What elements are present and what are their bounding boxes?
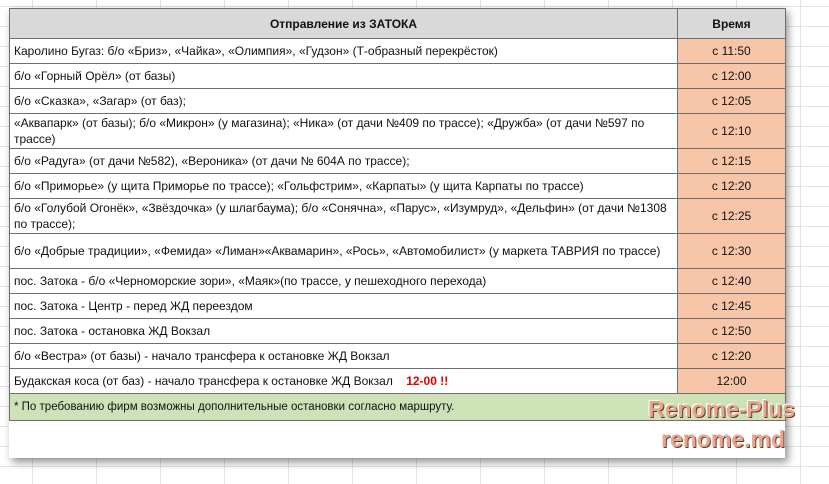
time-cell: с 12:30 <box>678 234 786 269</box>
table-row <box>10 39 786 64</box>
stop-cell: б/о «Приморье» (у щита Приморье по трассе); «Гольфстрим», «Карпаты» (у щита Карпаты по трассе) <box>10 174 678 199</box>
stop-cell: «Аквапарк» (от базы); б/о «Микрон» (у магазина); «Ника» (от дачи №409 по трассе); «Дружба» (от дачи №597 по трассе) <box>10 114 678 149</box>
highlight-time: 12-00 !! <box>406 374 449 388</box>
table-row <box>10 269 786 294</box>
header-row <box>10 9 786 39</box>
stop-cell: Каролино Бугаз: б/о «Бриз», «Чайка», «Олимпия», «Гудзон» (Т-образный перекрёсток) <box>10 39 678 64</box>
table-row <box>10 294 786 319</box>
watermark-brand: Renome-Plus <box>648 396 795 422</box>
note-cell: * По требованию фирм возможны дополнительные остановки согласно маршруту. <box>10 394 786 421</box>
table-row <box>10 369 786 394</box>
table-row <box>10 234 786 269</box>
schedule-table-container <box>9 8 785 458</box>
table-row <box>10 64 786 89</box>
time-cell: с 12:20 <box>678 174 786 199</box>
stop-cell: пос. Затока - Центр - перед ЖД переездом <box>10 294 678 319</box>
time-cell: с 12:45 <box>678 294 786 319</box>
stop-cell: б/о «Радуга» (от дачи №582), «Вероника» (от дачи № 604А по трассе); <box>10 149 678 174</box>
table-row <box>10 174 786 199</box>
stop-cell: пос. Затока - б/о «Черноморские зори», «Маяк»(по трассе, у пешеходного перехода) <box>10 269 678 294</box>
time-cell: с 12:05 <box>678 89 786 114</box>
header-time: Время <box>678 9 786 39</box>
table-row <box>10 199 786 234</box>
stop-text: Будакская коса (от баз) - начало трансфера к остановке ЖД Вокзал <box>14 374 393 388</box>
schedule-table <box>9 8 786 421</box>
time-cell: 12:00 <box>678 369 786 394</box>
table-row <box>10 319 786 344</box>
stop-cell: б/о «Голубой Огонёк», «Звёздочка» (у шлагбаума); б/о «Сонячна», «Парус», «Изумруд», «Дельфин» (от дачи №1308 по трассе); <box>10 199 678 234</box>
stop-cell <box>10 369 678 394</box>
stop-cell: пос. Затока - остановка ЖД Вокзал <box>10 319 678 344</box>
stop-cell: б/о «Сказка», «Загар» (от баз); <box>10 89 678 114</box>
table-row <box>10 149 786 174</box>
time-cell: с 12:10 <box>678 114 786 149</box>
table-row <box>10 89 786 114</box>
time-cell: с 12:50 <box>678 319 786 344</box>
stop-cell: б/о «Добрые традиции», «Фемида» «Лиман»«Аквамарин», «Рось», «Автомобилист» (у маркета ТАВРИЯ по трассе) <box>10 234 678 269</box>
stop-cell: б/о «Горный Орёл» (от базы) <box>10 64 678 89</box>
time-cell: с 12:25 <box>678 199 786 234</box>
time-cell: с 12:00 <box>678 64 786 89</box>
time-cell: с 11:50 <box>678 39 786 64</box>
time-cell: с 12:15 <box>678 149 786 174</box>
table-row <box>10 114 786 149</box>
watermark-domain: renome.md <box>661 426 785 452</box>
time-cell: с 12:40 <box>678 269 786 294</box>
table-row <box>10 344 786 369</box>
stop-cell: б/о «Вестра» (от базы) - начало трансфера к остановке ЖД Вокзал <box>10 344 678 369</box>
header-departure: Отправление из ЗАТОКА <box>10 9 678 39</box>
time-cell: с 12:20 <box>678 344 786 369</box>
